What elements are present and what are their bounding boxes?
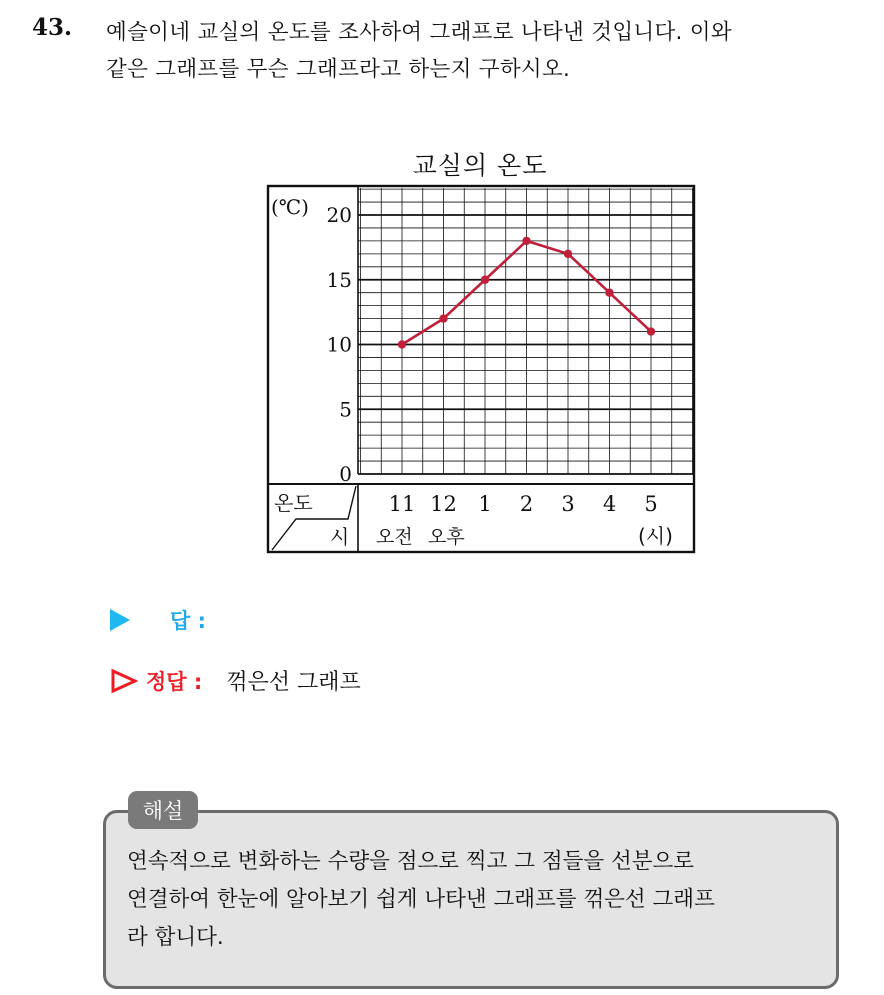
x-tick-label: 4 [602, 492, 617, 516]
x-tick-label: 2 [519, 492, 534, 516]
x-tick-label: 3 [561, 492, 575, 516]
correct-answer-value: 꺾은선 그래프 [226, 670, 361, 695]
x-tick-label: 11 [388, 492, 416, 516]
x-axis-unit: (시) [638, 524, 673, 548]
explanation-text [127, 843, 827, 957]
corner-label-time: 시 [330, 525, 350, 549]
data-point [647, 327, 655, 335]
y-tick-label: 0 [339, 462, 352, 486]
x-tick-label: 1 [478, 492, 492, 516]
y-tick-label: 15 [326, 267, 352, 292]
y-axis-unit: (℃) [271, 195, 309, 219]
y-tick-label: 10 [326, 332, 352, 357]
outline-triangle-icon [110, 668, 138, 694]
line-chart [266, 184, 696, 556]
question-number: 43. [32, 14, 73, 41]
answer-row [110, 605, 206, 635]
y-tick-label: 5 [339, 397, 352, 422]
data-point [522, 237, 530, 245]
question-line-1: 예슬이네 교실의 온도를 조사하여 그래프로 나타낸 것입니다. 이와 [106, 20, 732, 45]
data-point [564, 250, 572, 258]
explanation-tag: 해설 [128, 791, 198, 829]
chart-grid [358, 188, 694, 474]
correct-answer-row [110, 665, 361, 696]
answer-label: 답 : [170, 609, 206, 633]
data-point [398, 340, 406, 348]
chart-labels [271, 195, 673, 549]
data-point [439, 314, 447, 322]
correct-answer-label: 정답 : [146, 669, 203, 694]
x-tick-label: 5 [644, 492, 658, 516]
play-triangle-icon [110, 609, 130, 631]
pm-label: 오후 [428, 526, 465, 548]
explanation-line-1: 연속적으로 변화하는 수량을 점으로 찍고 그 점들을 선분으로 [127, 849, 695, 874]
chart-title: 교실의 온도 [412, 151, 548, 180]
corner-label-temperature: 온도 [274, 491, 313, 515]
explanation-line-3: 라 합니다. [127, 925, 224, 950]
am-label: 오전 [376, 526, 413, 548]
question-line-2: 같은 그래프를 무슨 그래프라고 하는지 구하시오. [106, 57, 571, 82]
data-point [481, 276, 489, 284]
explanation-line-2: 연결하여 한눈에 알아보기 쉽게 나타낸 그래프를 꺾은선 그래프 [127, 887, 715, 912]
x-tick-label: 12 [430, 492, 457, 516]
question-text [106, 14, 866, 88]
data-point [605, 289, 613, 297]
y-tick-label: 20 [326, 203, 352, 227]
